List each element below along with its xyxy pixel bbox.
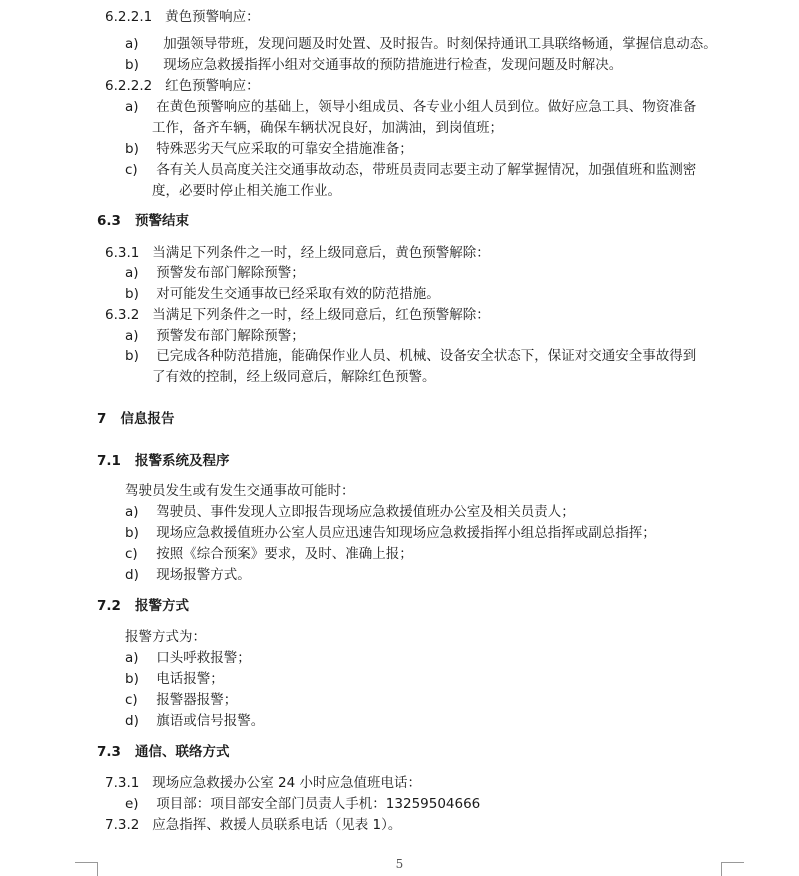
section-number: 6.3 <box>97 213 121 229</box>
list-marker: c) <box>125 692 138 708</box>
section-7-heading <box>97 409 175 429</box>
list-text: 加强领导带班，发现问题及时处置、及时报告。时刻保持通讯工具联络畅通，掌握信息动态。 <box>163 36 717 52</box>
list-marker: a) <box>125 650 139 666</box>
list-marker: b) <box>125 141 139 157</box>
list-item <box>125 502 575 522</box>
list-marker: e) <box>125 796 139 812</box>
list-item <box>125 263 305 283</box>
section-number: 6.3.1 <box>105 245 140 261</box>
page-corner-mark-right <box>721 862 744 876</box>
list-item <box>125 284 440 304</box>
section-title: 信息报告 <box>120 411 175 427</box>
section-number: 7.3.1 <box>105 775 140 791</box>
list-item <box>125 346 696 366</box>
list-item <box>125 34 717 54</box>
list-text: 现场应急救援指挥小组对交通事故的预防措施进行检查，发现问题及时解决。 <box>163 57 623 73</box>
list-text: 口头呼救报警； <box>156 650 251 666</box>
section-intro: 驾驶员发生或有发生交通事故可能时： <box>125 483 355 499</box>
section-title: 报警方式 <box>135 598 190 614</box>
section-title: 红色预警响应： <box>165 78 260 94</box>
list-marker: a) <box>125 328 139 344</box>
list-item <box>125 523 656 543</box>
section-title: 黄色预警响应： <box>165 9 260 25</box>
section-6-3-1 <box>105 243 490 263</box>
list-marker: c) <box>125 162 138 178</box>
list-marker: b) <box>125 525 139 541</box>
section-intro: 报警方式为： <box>125 629 206 645</box>
list-marker: a) <box>125 265 139 281</box>
section-7-3-1 <box>105 773 421 793</box>
section-6-3-heading <box>97 211 189 231</box>
list-text: 按照《综合预案》要求，及时、准确上报； <box>156 546 413 562</box>
list-item <box>125 139 413 159</box>
list-marker: b) <box>125 671 139 687</box>
section-text: 应急指挥、救援人员联系电话（见表 1）。 <box>152 817 402 833</box>
list-marker: b) <box>125 286 139 302</box>
section-6-2-2-1-heading <box>105 7 260 27</box>
list-text-continuation: 度，必要时停止相关施工作业。 <box>152 183 341 199</box>
list-text: 在黄色预警响应的基础上，领导小组成员、各专业小组人员到位。做好应急工具、物资准备 <box>156 99 697 115</box>
section-number: 7.3 <box>97 744 121 760</box>
section-7-2-heading <box>97 596 189 616</box>
list-marker: a) <box>125 99 139 115</box>
section-number: 7 <box>97 411 107 427</box>
list-text: 预警发布部门解除预警； <box>156 328 305 344</box>
list-text: 报警器报警； <box>156 692 238 708</box>
list-marker: a) <box>125 36 139 52</box>
list-text: 现场报警方式。 <box>156 567 251 583</box>
list-text: 各有关人员高度关注交通事故动态，带班员责同志要主动了解掌握情况，加强值班和监测密 <box>156 162 697 178</box>
list-text: 电话报警； <box>156 671 224 687</box>
list-text: 项目部：项目部安全部门员责人手机：13259504666 <box>156 796 481 812</box>
list-text-continuation: 工作，备齐车辆，确保车辆状况良好，加满油，到岗值班； <box>152 120 503 136</box>
section-text: 现场应急救援办公室 24 小时应急值班电话： <box>152 775 421 791</box>
section-number: 7.1 <box>97 453 121 469</box>
page-number: 5 <box>395 857 404 871</box>
section-6-3-2 <box>105 305 490 325</box>
section-title: 通信、联络方式 <box>135 744 230 760</box>
list-item <box>125 55 622 75</box>
list-text: 对可能发生交通事故已经采取有效的防范措施。 <box>156 286 440 302</box>
list-text: 已完成各种防范措施，能确保作业人员、机械、设备安全状态下，保证对交通安全事故得到 <box>156 348 697 364</box>
section-title: 报警系统及程序 <box>135 453 230 469</box>
list-text: 现场应急救援值班办公室人员应迅速告知现场应急救援指挥小组总指挥或副总指挥； <box>156 525 656 541</box>
section-number: 6.2.2.2 <box>105 78 153 94</box>
section-7-3-heading <box>97 742 230 762</box>
section-7-3-2 <box>105 815 401 835</box>
list-text: 特殊恶劣天气应采取的可靠安全措施准备； <box>156 141 413 157</box>
list-item <box>125 711 264 731</box>
list-item <box>125 160 696 180</box>
list-marker: b) <box>125 57 139 73</box>
list-item <box>125 326 305 346</box>
list-item <box>125 565 251 585</box>
list-item <box>125 544 413 564</box>
list-marker: d) <box>125 567 139 583</box>
section-6-2-2-2-heading <box>105 76 260 96</box>
list-item <box>125 97 696 117</box>
section-text: 当满足下列条件之一时，经上级同意后，黄色预警解除： <box>152 245 490 261</box>
list-text: 驾驶员、事件发现人立即报告现场应急救援值班办公室及相关员责人； <box>156 504 575 520</box>
list-text: 旗语或信号报警。 <box>156 713 265 729</box>
list-marker: a) <box>125 504 139 520</box>
list-item <box>125 648 251 668</box>
list-text: 预警发布部门解除预警； <box>156 265 305 281</box>
list-marker: b) <box>125 348 139 364</box>
list-marker: d) <box>125 713 139 729</box>
list-item <box>125 690 237 710</box>
section-number: 7.2 <box>97 598 121 614</box>
list-item <box>125 794 480 814</box>
section-title: 预警结束 <box>135 213 190 229</box>
section-number: 6.3.2 <box>105 307 140 323</box>
section-text: 当满足下列条件之一时，经上级同意后，红色预警解除： <box>152 307 490 323</box>
section-number: 7.3.2 <box>105 817 140 833</box>
list-text-continuation: 了有效的控制，经上级同意后，解除红色预警。 <box>152 369 436 385</box>
section-number: 6.2.2.1 <box>105 9 153 25</box>
list-item <box>125 669 224 689</box>
list-marker: c) <box>125 546 138 562</box>
section-7-1-heading <box>97 451 230 471</box>
